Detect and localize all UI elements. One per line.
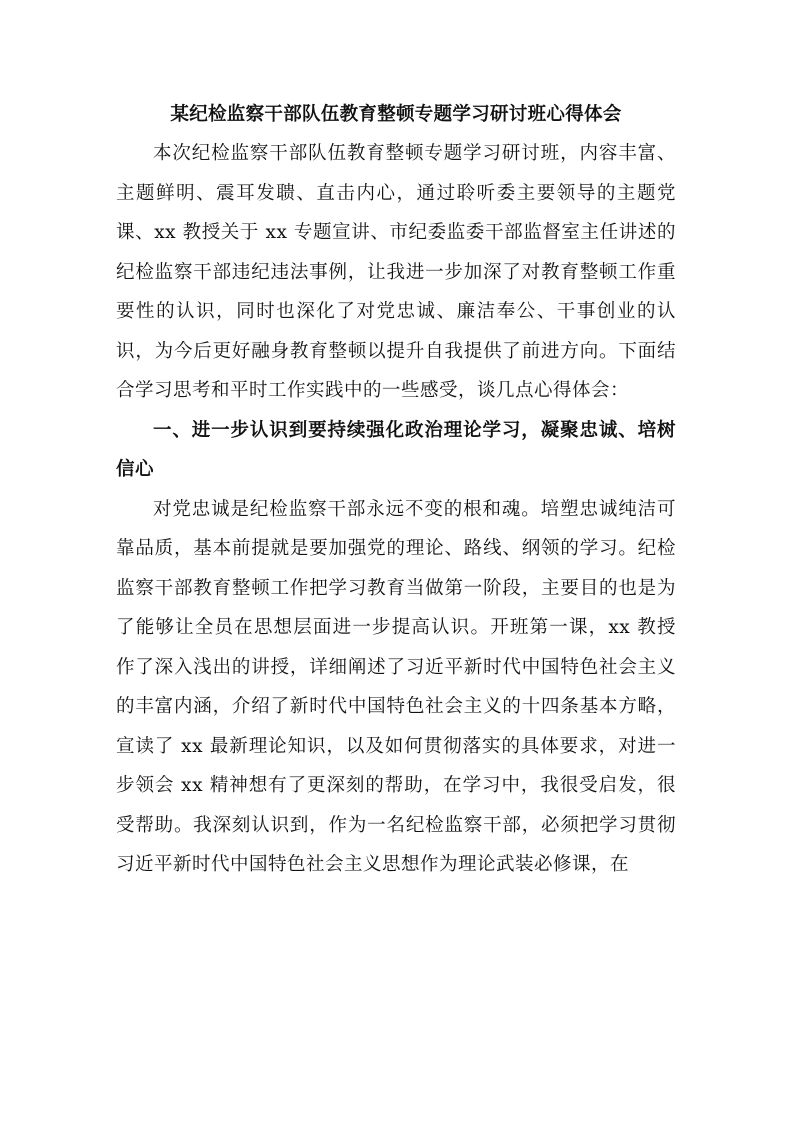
intro-paragraph: 本次纪检监察干部队伍教育整顿专题学习研讨班，内容丰富、主题鲜明、震耳发聩、直击内心，通过聆听委主要领导的主题党课、xx 教授关于 xx 专题宣讲、市纪委监委干部监督室主任讲述的纪检监察干部违纪违法事例，让我进一步加深了对教育整顿工作重要性的认识，同时也深化了对党忠诚、廉洁奉公、干事创业的认识，为今后更好融身教育整顿以提升自我提供了前进方向。下面结合学习思考和平时工作实践中的一些感受，谈几点心得体会： xyxy=(116,143,676,401)
section-1-paragraph: 对党忠诚是纪检监察干部永远不变的根和魂。培塑忠诚纯洁可靠品质，基本前提就是要加强党的理论、路线、纲领的学习。纪检监察干部教育整顿工作把学习教育当做第一阶段，主要目的也是为了能够让全员在思想层面进一步提高认识。开班第一课，xx 教授作了深入浅出的讲授，详细阐述了习近平新时代中国特色社会主义的丰富内涵，介绍了新时代中国特色社会主义的十四条基本方略，宣读了 xx 最新理论知识，以及如何贯彻落实的具体要求，对进一步领会 xx 精神想有了更深刻的帮助，在学习中，我很受启发，很受帮助。我深刻认识到，作为一名纪检监察干部，必须把学习贯彻习近平新时代中国特色社会主义思想作为理论武装必修课，在 xyxy=(116,498,676,875)
section-1-heading: 一、进一步认识到要持续强化政治理论学习，凝聚忠诚、培树信心 xyxy=(116,419,676,480)
document-body xyxy=(116,100,676,885)
document-title: 某纪检监察干部队伍教育整顿专题学习研讨班心得体会 xyxy=(170,104,622,125)
